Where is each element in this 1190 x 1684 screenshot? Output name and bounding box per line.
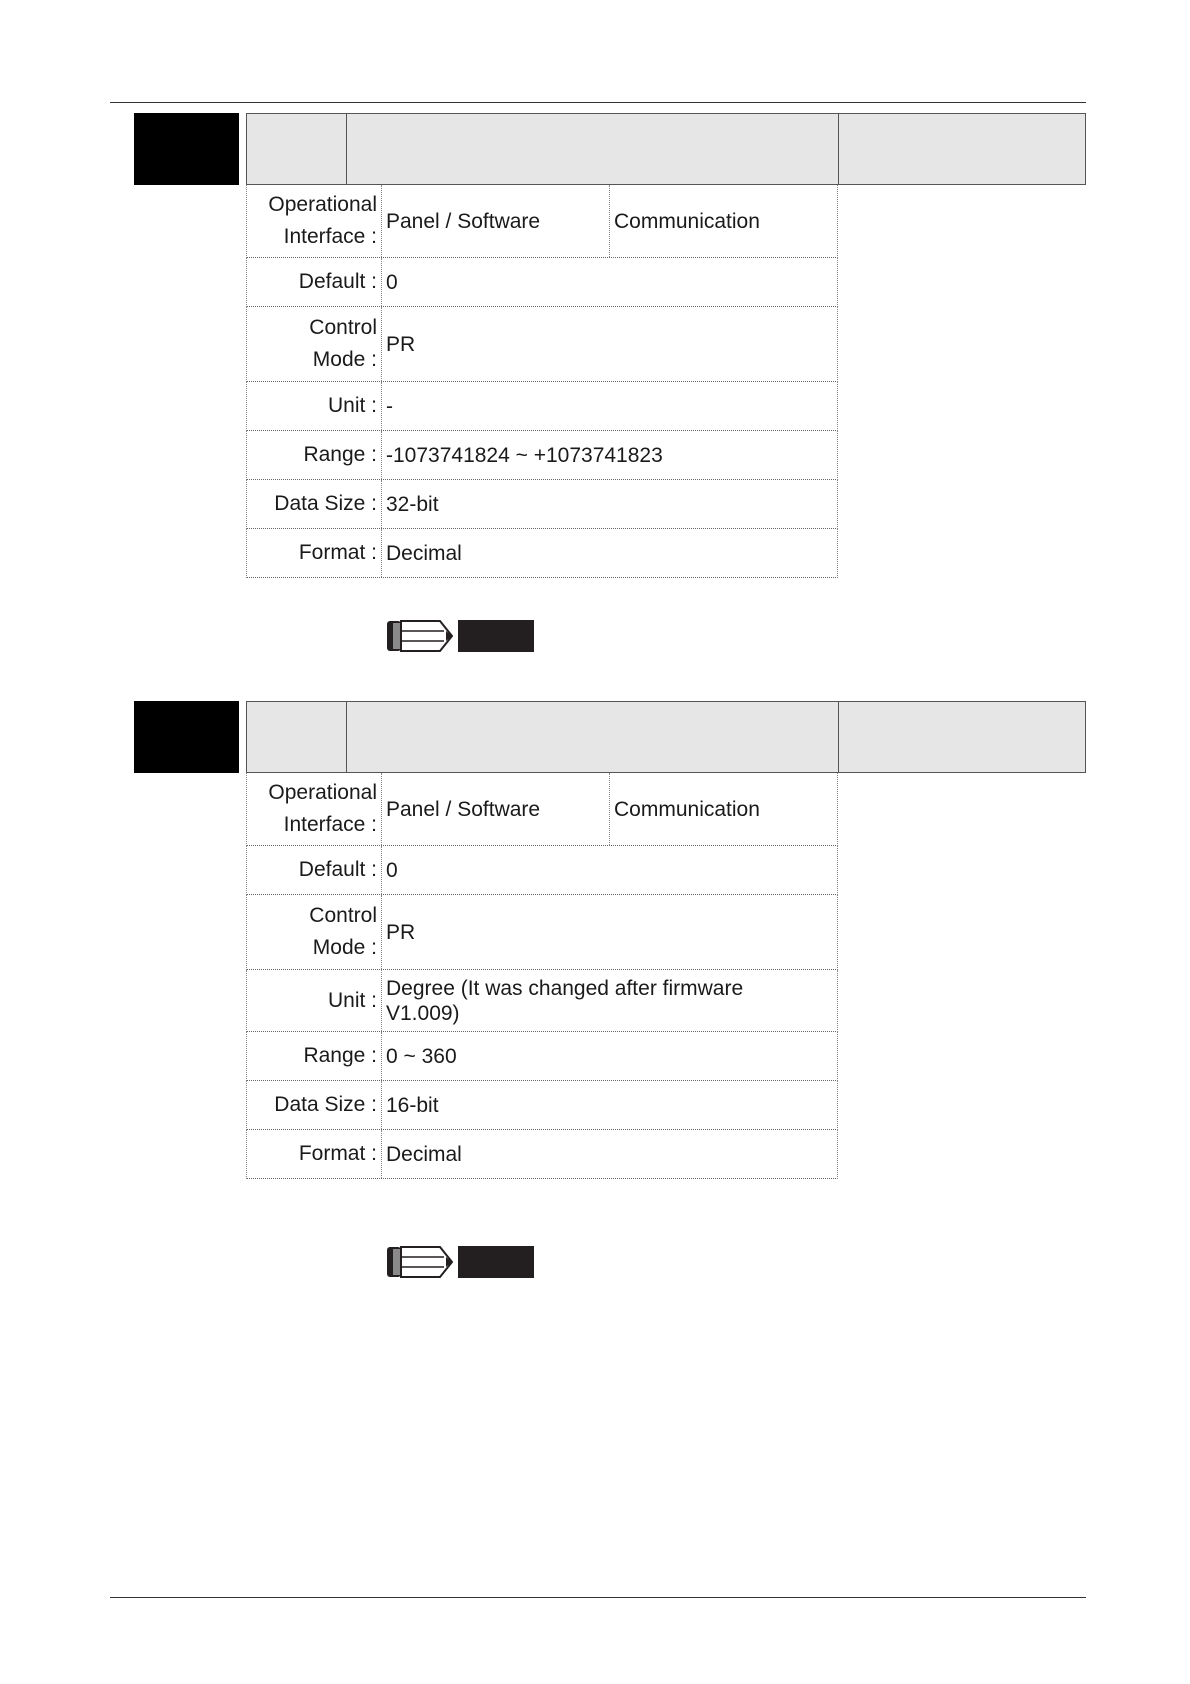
row-data-size — [246, 480, 838, 529]
row-operational-interface — [246, 773, 838, 846]
label-range: Range : — [247, 1032, 382, 1080]
parameter-header — [134, 113, 1086, 185]
row-format — [246, 1130, 838, 1179]
parameter-header-cell-name — [346, 113, 840, 185]
label-default: Default : — [247, 846, 382, 894]
note-label-bar — [458, 1246, 534, 1278]
value-panel-software: Panel / Software — [382, 185, 610, 257]
value-operational-interface — [382, 773, 837, 845]
value-data-size: 16-bit — [386, 1093, 439, 1117]
value-range: -1073741824 ~ +1073741823 — [386, 443, 663, 467]
header-rule — [110, 102, 1086, 103]
label-line: Control — [309, 316, 377, 339]
label-format: Format : — [247, 529, 382, 577]
label-line: Mode : — [312, 348, 377, 371]
row-control-mode — [246, 895, 838, 970]
label-line: Interface : — [283, 225, 377, 248]
label-data-size: Data Size : — [247, 480, 382, 528]
value-operational-interface — [382, 185, 837, 257]
label-range: Range : — [247, 431, 382, 479]
footer-rule — [110, 1597, 1086, 1598]
value-format: Decimal — [386, 1142, 462, 1166]
value-control-mode: PR — [386, 920, 416, 944]
row-default — [246, 258, 838, 307]
value-range: 0 ~ 360 — [386, 1044, 457, 1068]
value-panel-software: Panel / Software — [382, 773, 610, 845]
parameter-id-block — [134, 113, 239, 185]
row-control-mode — [246, 307, 838, 382]
label-data-size: Data Size : — [247, 1081, 382, 1129]
label-operational-interface — [247, 185, 382, 257]
label-default: Default : — [247, 258, 382, 306]
pencil-note-icon — [386, 618, 458, 654]
parameter-header — [134, 701, 1086, 773]
parameter-header-cell-address — [246, 113, 348, 185]
parameter-block-1 — [134, 113, 1086, 565]
parameter-table — [246, 185, 838, 578]
value-communication: Communication — [614, 209, 760, 233]
value-data-size: 32-bit — [386, 492, 439, 516]
value-default: 0 — [386, 270, 398, 294]
parameter-header-cell-address — [246, 701, 348, 773]
parameter-header-cell-note — [838, 701, 1086, 773]
row-range — [246, 1032, 838, 1081]
row-unit — [246, 382, 838, 431]
label-line: Control — [309, 904, 377, 927]
label-operational-interface — [247, 773, 382, 845]
value-format: Decimal — [386, 541, 462, 565]
note-marker-2 — [386, 1244, 536, 1278]
label-line: Operational — [268, 193, 377, 216]
row-default — [246, 846, 838, 895]
label-line: Interface : — [283, 813, 377, 836]
parameter-header-cell-note — [838, 113, 1086, 185]
row-range — [246, 431, 838, 480]
parameter-header-cell-name — [346, 701, 840, 773]
label-format: Format : — [247, 1130, 382, 1178]
parameter-id-block — [134, 701, 239, 773]
value-default: 0 — [386, 858, 398, 882]
note-marker-1 — [386, 618, 536, 652]
label-control-mode — [247, 307, 382, 381]
value-control-mode: PR — [386, 332, 416, 356]
label-unit: Unit : — [247, 382, 382, 430]
row-data-size — [246, 1081, 838, 1130]
pencil-note-icon — [386, 1244, 458, 1280]
label-control-mode — [247, 895, 382, 969]
value-unit: - — [386, 394, 393, 418]
row-unit — [246, 970, 838, 1032]
row-format — [246, 529, 838, 578]
value-unit: Degree (It was changed after firmware V1.009) — [386, 976, 744, 1025]
note-label-bar — [458, 620, 534, 652]
parameter-block-2 — [134, 701, 1086, 1166]
label-unit: Unit : — [247, 970, 382, 1031]
parameter-table — [246, 773, 838, 1179]
label-line: Operational — [268, 781, 377, 804]
value-communication: Communication — [614, 797, 760, 821]
label-line: Mode : — [312, 936, 377, 959]
row-operational-interface — [246, 185, 838, 258]
